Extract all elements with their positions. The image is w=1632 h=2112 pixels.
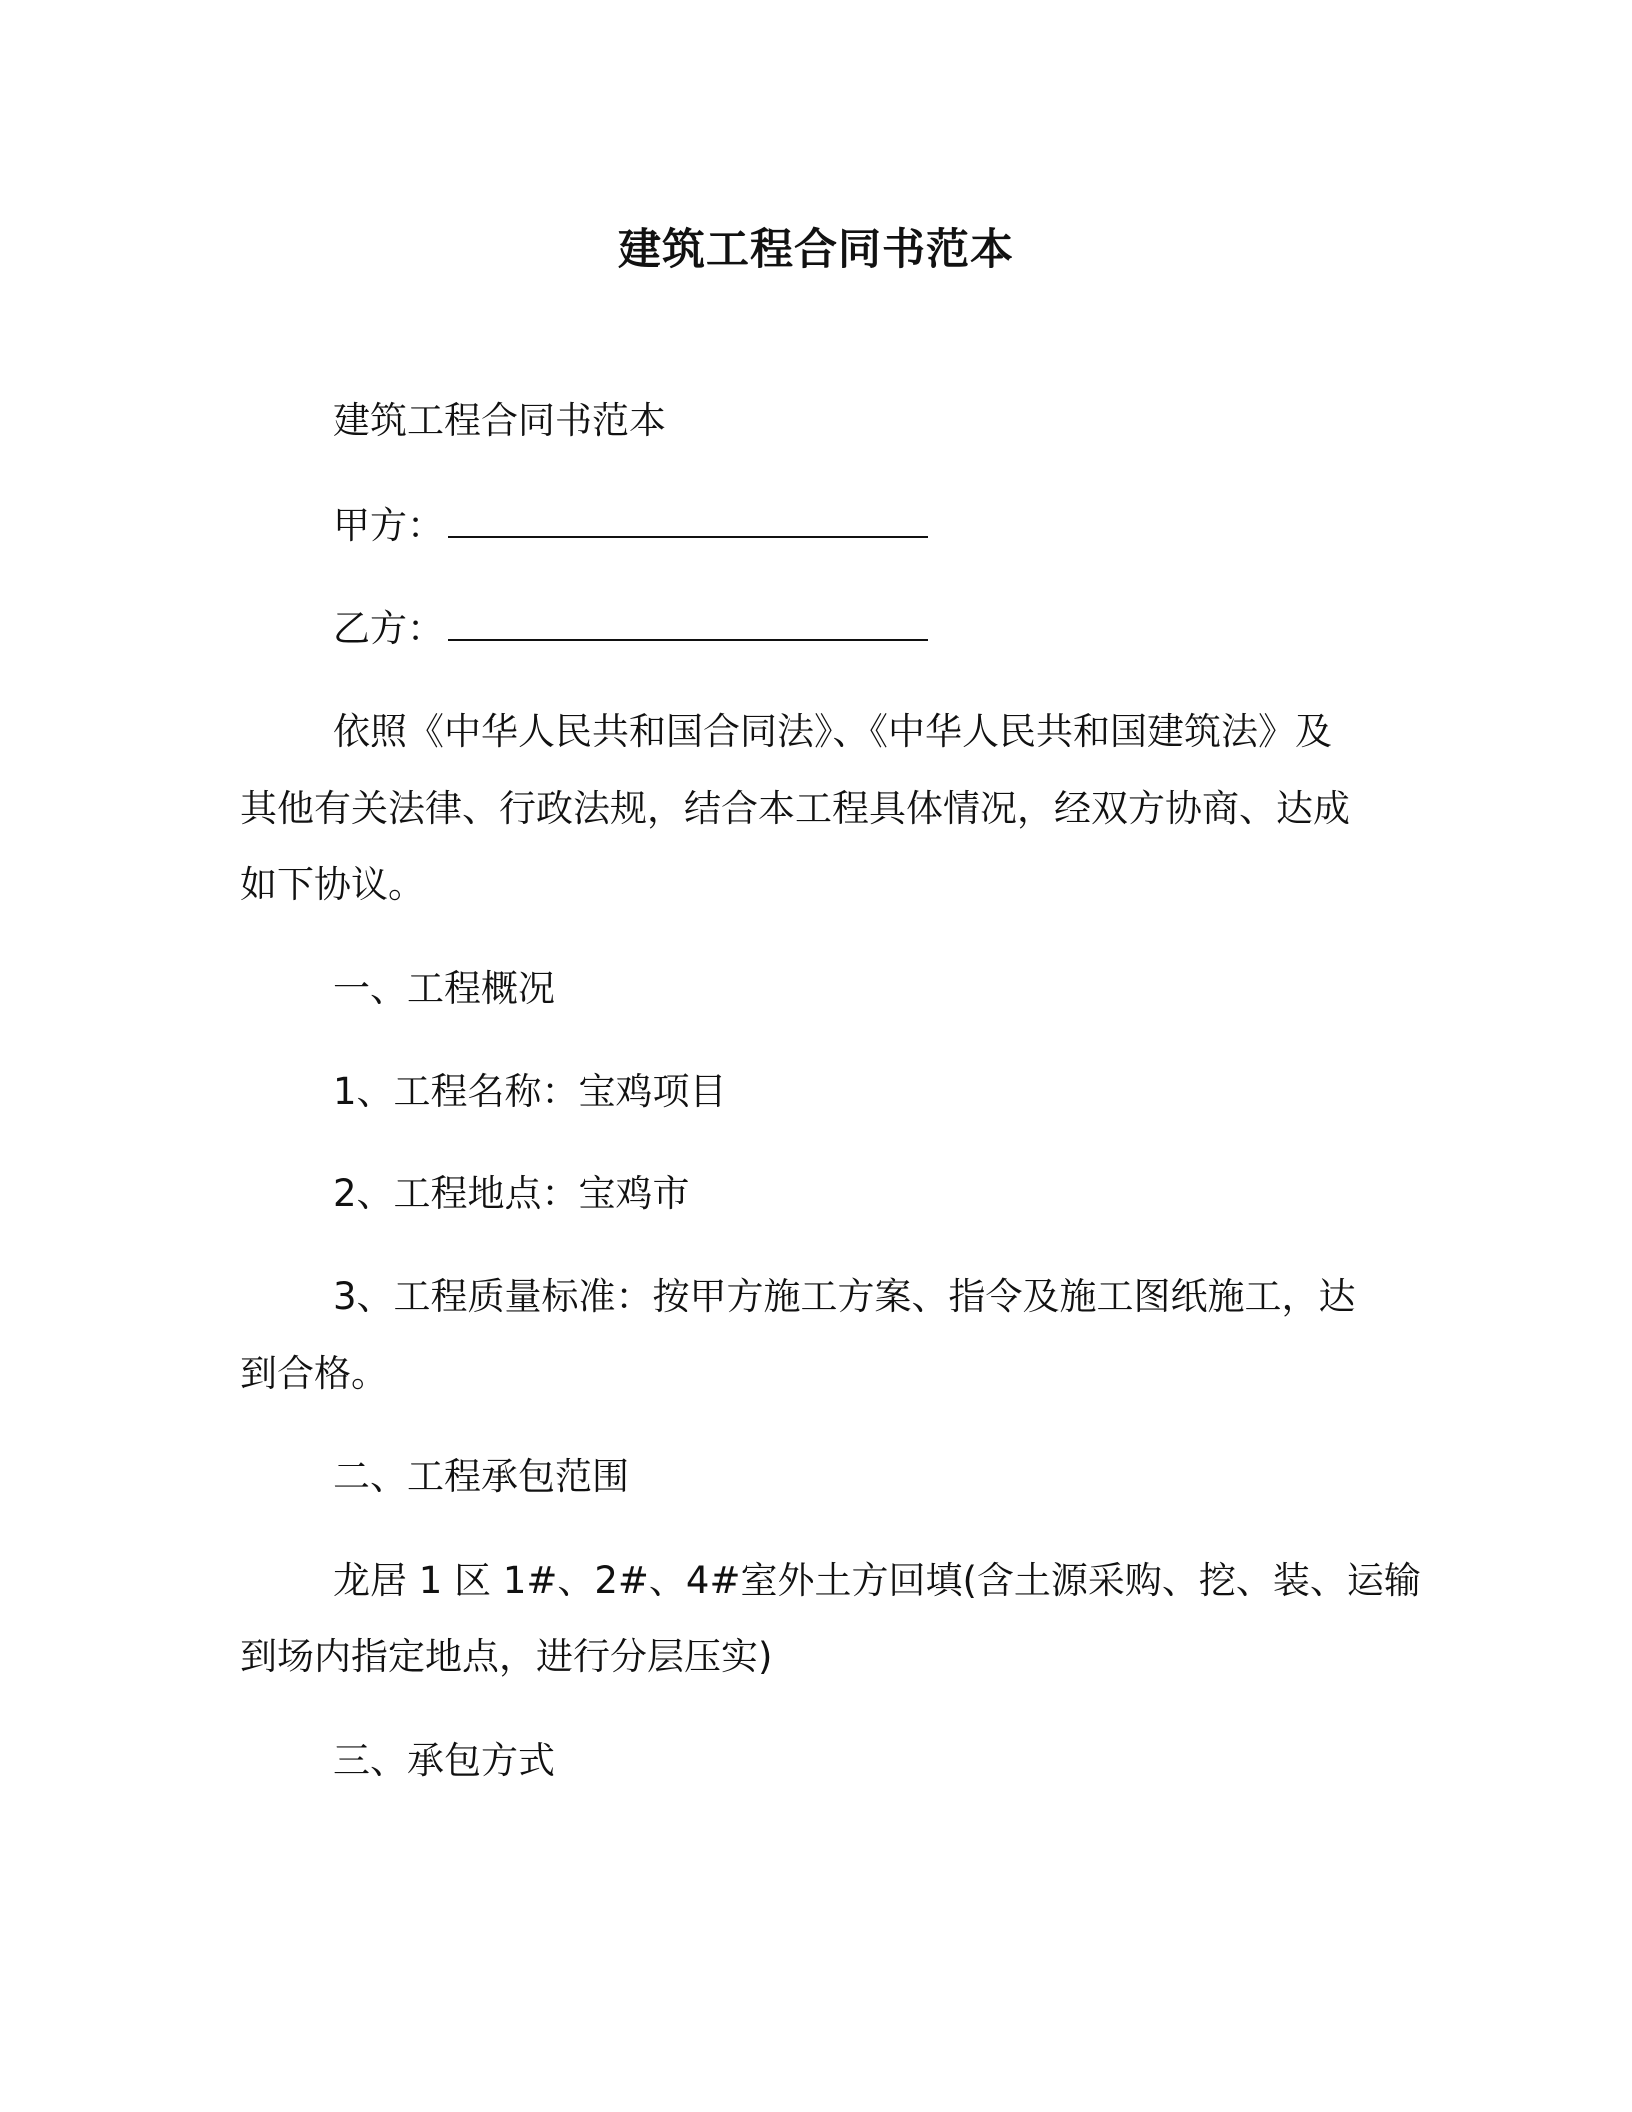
party-a-line: [333, 502, 928, 550]
document-title: 建筑工程合同书范本: [618, 225, 1014, 275]
party-b-line: [333, 605, 928, 653]
document-subtitle: 建筑工程合同书范本: [333, 399, 666, 442]
intro-line-2: 其他有关法律、行政法规，结合本工程具体情况，经双方协商、达成: [240, 787, 1350, 830]
intro-line-1: 依照《中华人民共和国合同法》、《中华人民共和国建筑法》及: [333, 710, 1332, 753]
item-3-line-2: 到合格。: [240, 1352, 388, 1395]
item-2: 2、工程地点：宝鸡市: [333, 1172, 690, 1215]
section-1-heading: 一、工程概况: [333, 967, 555, 1010]
item-1: 1、工程名称：宝鸡项目: [333, 1070, 727, 1113]
intro-line-3: 如下协议。: [240, 863, 425, 906]
party-b-blank: [448, 609, 928, 641]
section-3-heading: 三、承包方式: [333, 1739, 555, 1782]
item-3-line-1: 3、工程质量标准：按甲方施工方案、指令及施工图纸施工，达: [333, 1275, 1356, 1318]
party-a-blank: [448, 506, 928, 538]
party-a-label: 甲方：: [333, 504, 444, 547]
section-2-heading: 二、工程承包范围: [333, 1455, 629, 1498]
scope-line-1: 龙居 1 区 1#、2#、4#室外土方回填(含土源采购、挖、装、运输: [333, 1559, 1421, 1602]
party-b-label: 乙方：: [333, 607, 444, 650]
scope-line-2: 到场内指定地点，进行分层压实): [240, 1635, 773, 1678]
